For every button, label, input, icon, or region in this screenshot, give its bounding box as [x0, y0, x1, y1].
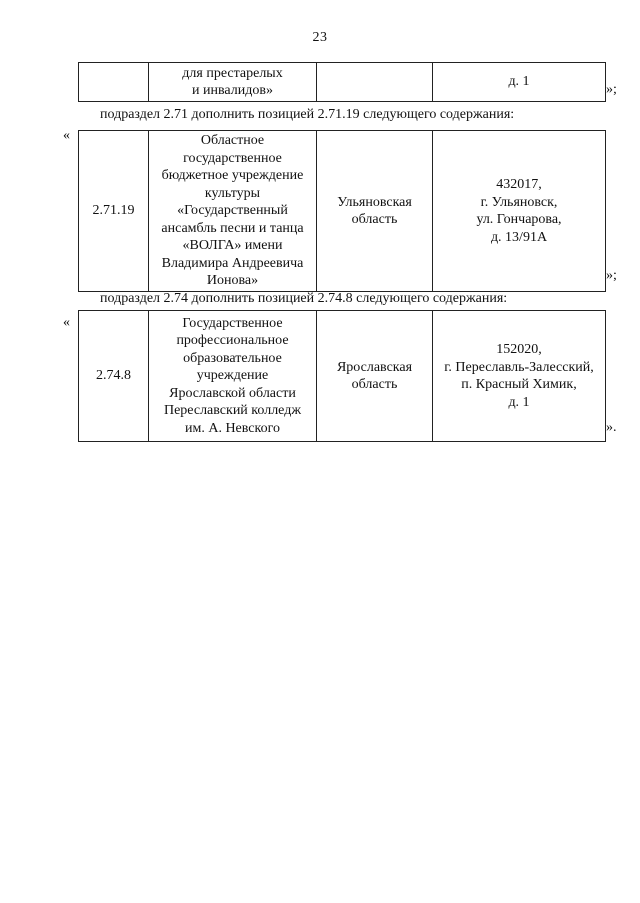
closing-quote: ».: [606, 420, 617, 435]
region-cell: Ярославская область: [317, 311, 433, 442]
address-cell: 152020, г. Переславль-Залесский, п. Красный Химик, д. 1: [433, 311, 606, 442]
table-row: [79, 311, 606, 442]
subsection-instruction: подраздел 2.71 дополнить позицией 2.71.19 следующего содержания:: [100, 107, 515, 122]
position-table-2-74-8: [78, 310, 606, 442]
region-cell: [317, 63, 433, 102]
address-cell: д. 1: [433, 63, 606, 102]
position-number-cell: 2.74.8: [79, 311, 149, 442]
position-table-continuation: [78, 62, 606, 102]
address-cell: 432017, г. Ульяновск, ул. Гончарова, д. 13/91А: [433, 131, 606, 292]
institution-name-cell: Областное государственное бюджетное учреждение культуры «Государственный ансамбль песни и танца «ВОЛГА» имени Владимира Андреевича Ионова»: [149, 131, 317, 292]
table-row: [79, 63, 606, 102]
closing-quote: »;: [606, 268, 617, 283]
subsection-instruction: подраздел 2.74 дополнить позицией 2.74.8 следующего содержания:: [100, 291, 508, 306]
position-number-cell: 2.71.19: [79, 131, 149, 292]
page-number: 23: [312, 30, 328, 45]
region-cell: Ульяновская область: [317, 131, 433, 292]
opening-quote: «: [63, 315, 70, 330]
position-number-cell: [79, 63, 149, 102]
institution-name-cell: Государственное профессиональное образовательное учреждение Ярославской области Переславский колледж им. А. Невского: [149, 311, 317, 442]
institution-name-cell: для престарелых и инвалидов»: [149, 63, 317, 102]
opening-quote: «: [63, 128, 70, 143]
position-table-2-71-19: [78, 130, 606, 292]
table-row: [79, 131, 606, 292]
closing-quote: »;: [606, 82, 617, 97]
